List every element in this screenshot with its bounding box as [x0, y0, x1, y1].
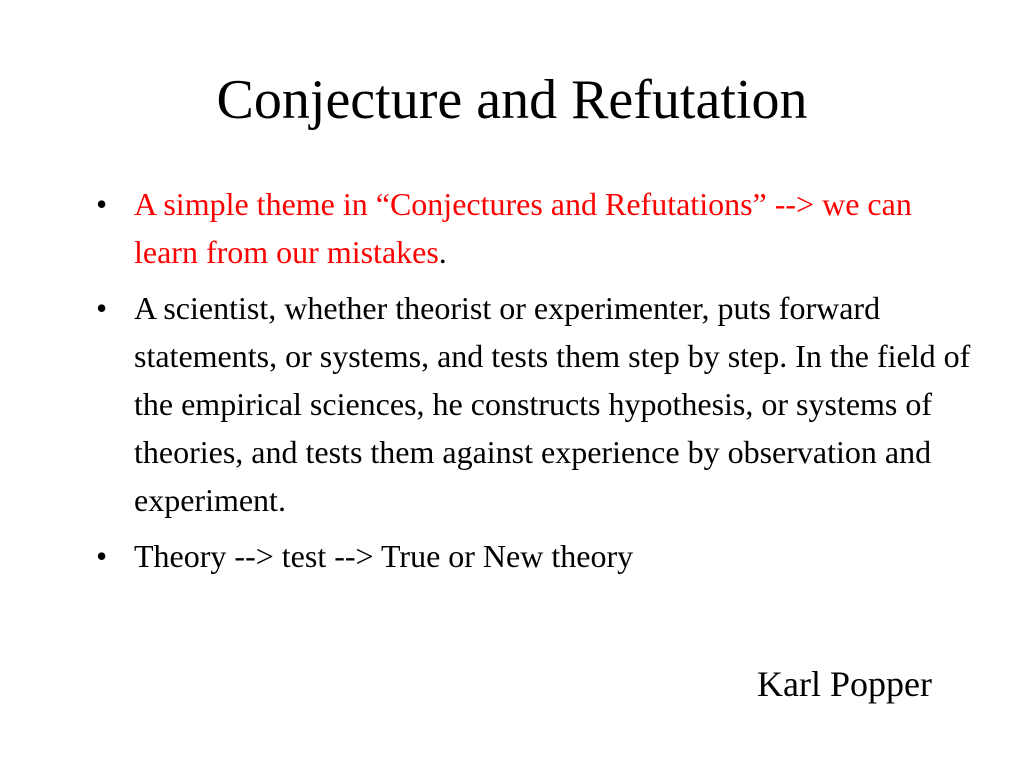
- bullet-item: [96, 532, 976, 580]
- bullet-icon: •: [96, 290, 108, 326]
- bullet-text: A simple theme in “Conjectures and Refutations” --> we can learn from our mistakes: [134, 186, 912, 270]
- bullet-suffix: .: [438, 234, 447, 270]
- bullet-item: [96, 180, 976, 276]
- bullet-list: [96, 180, 976, 588]
- bullet-icon: •: [96, 186, 108, 222]
- bullet-text: Theory --> test --> True or New theory: [134, 538, 634, 574]
- bullet-item: [96, 284, 976, 524]
- attribution: Karl Popper: [757, 664, 932, 704]
- bullet-text: A scientist, whether theorist or experimenter, puts forward statements, or systems, and tests them step by step. In the field of the empirical sciences, he constructs hypothesis, or systems of theories, and tests them against experience by observation and experiment.: [134, 290, 971, 518]
- slide-title: Conjecture and Refutation: [216, 69, 808, 131]
- bullet-icon: •: [96, 538, 108, 574]
